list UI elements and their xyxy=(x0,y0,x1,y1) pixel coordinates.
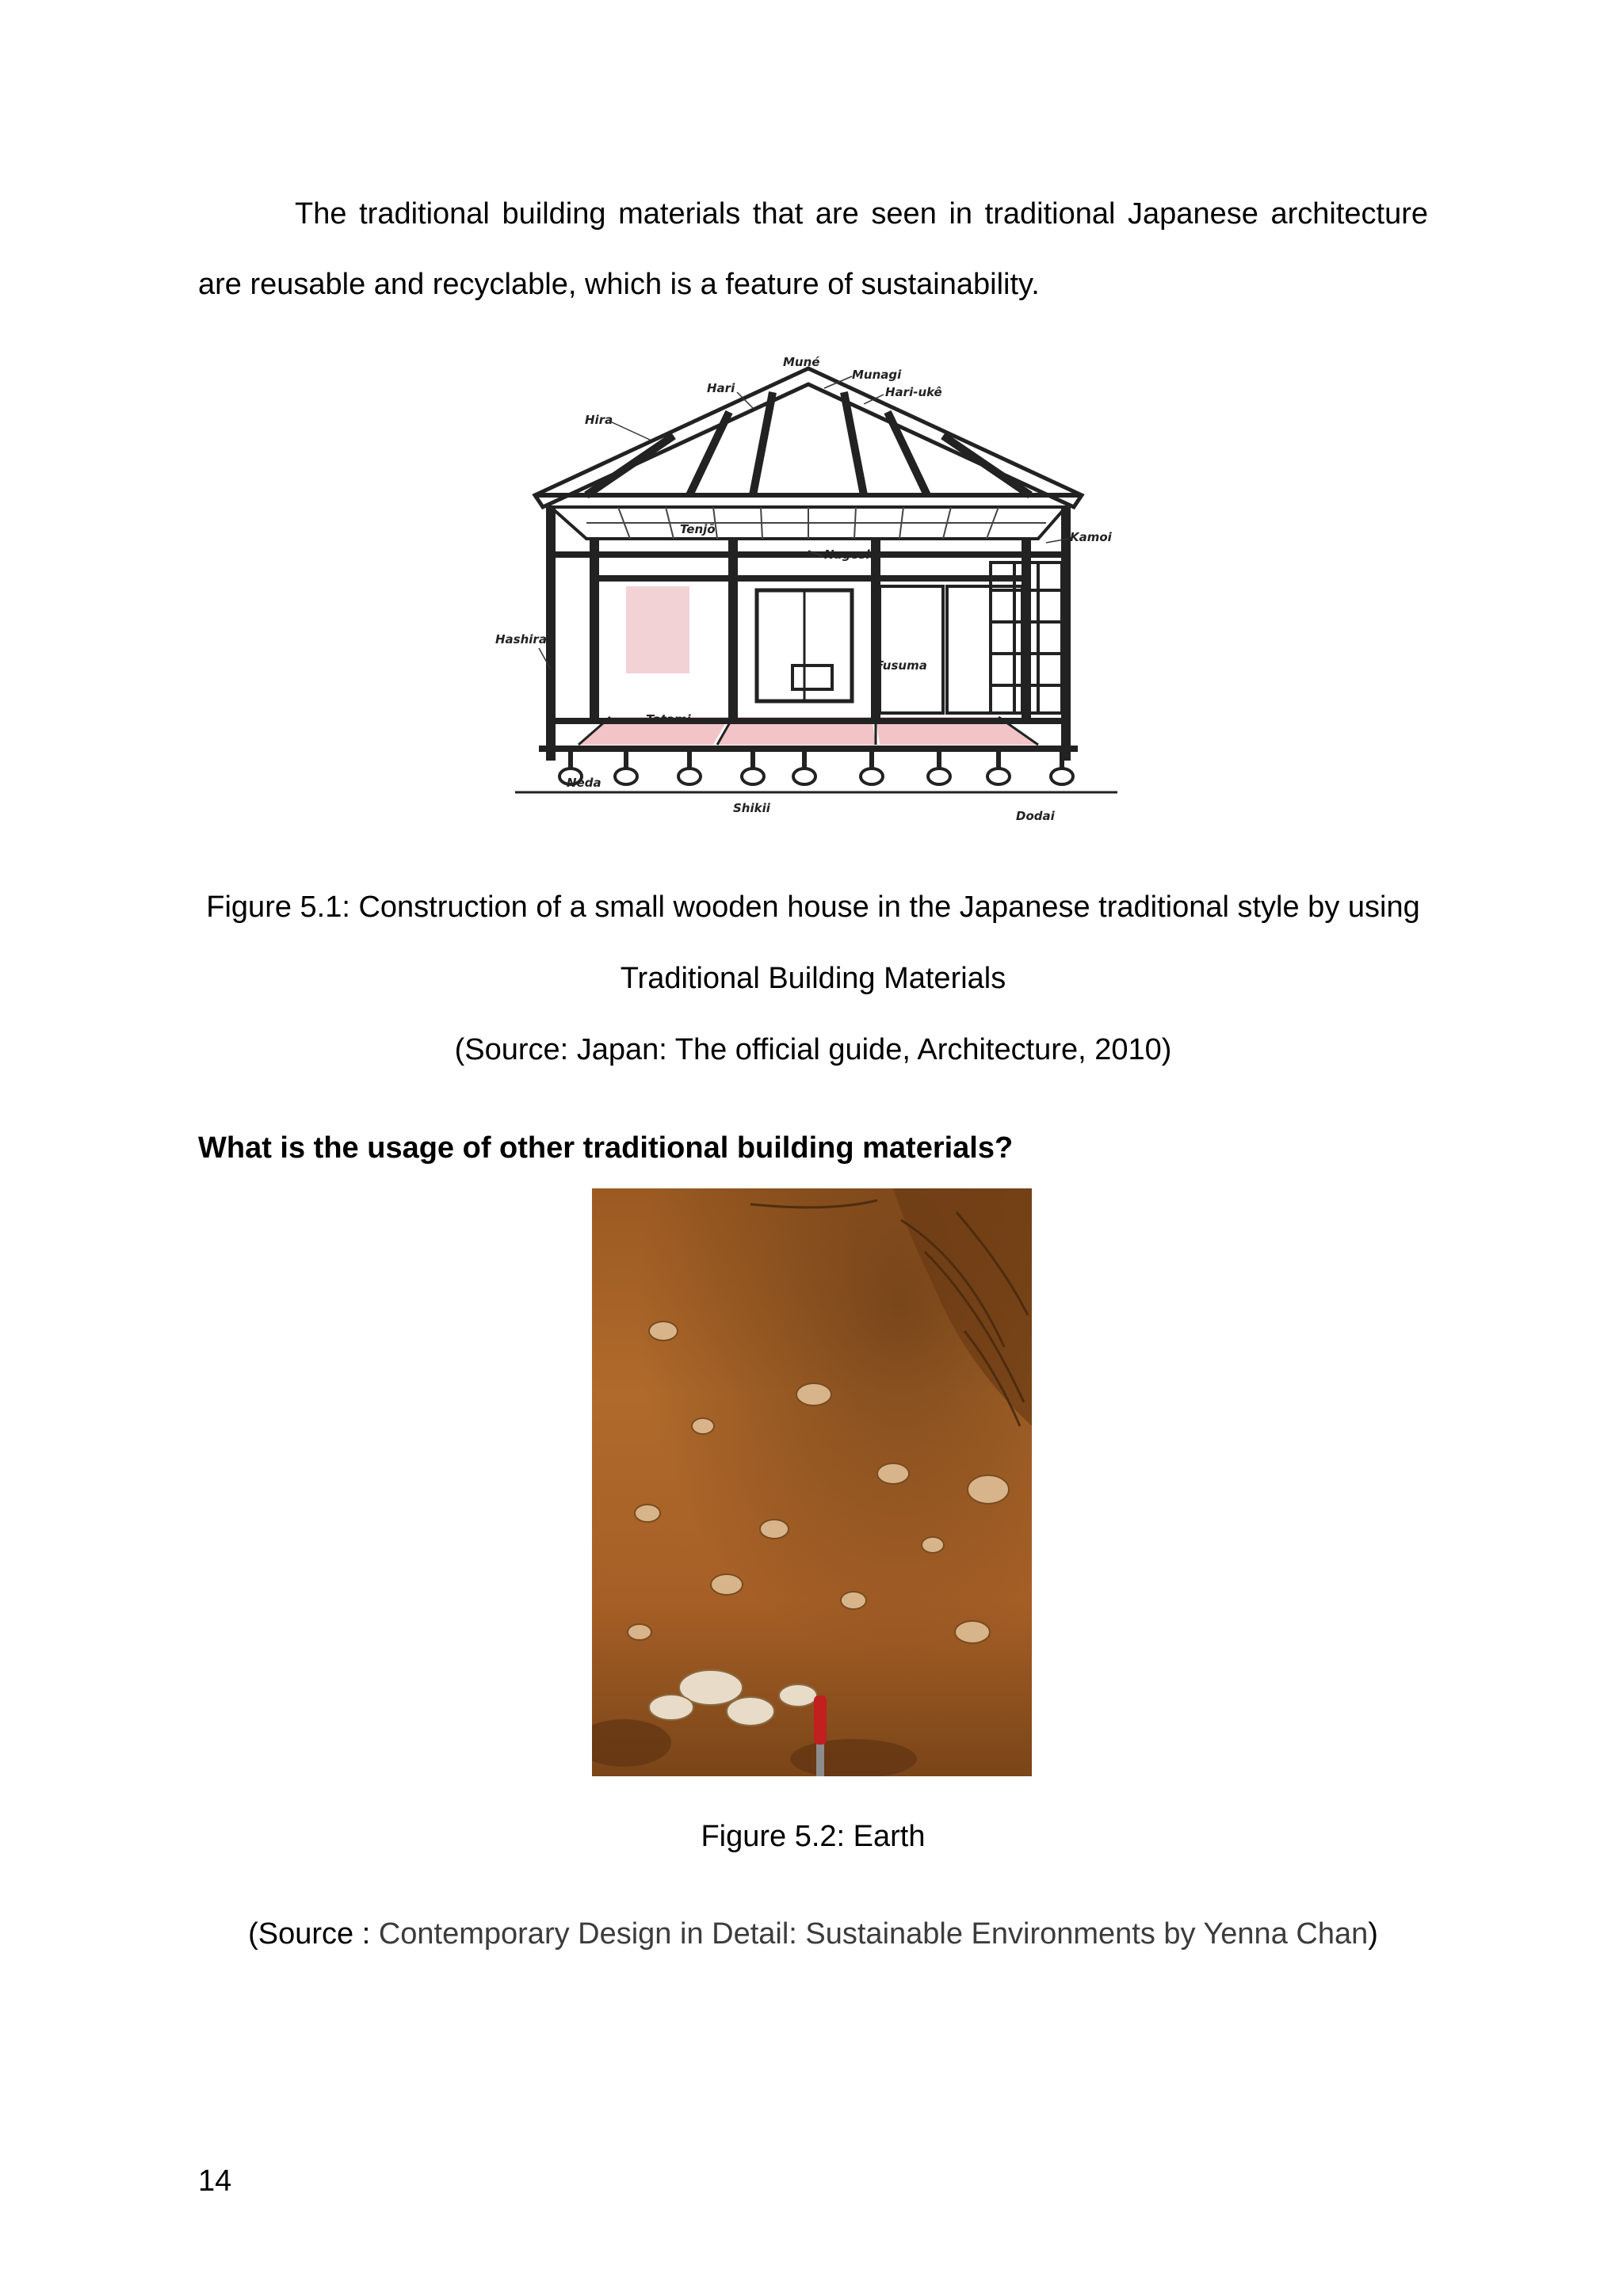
label-hari-uke: Hari-ukê xyxy=(885,385,942,399)
figure2-source xyxy=(198,1916,1428,1952)
label-dodai: Dodai xyxy=(1016,809,1055,823)
label-shikii: Shikii xyxy=(733,801,770,815)
label-hashira: Hashira xyxy=(495,632,547,646)
figure2-source-suffix: ) xyxy=(1368,1917,1378,1951)
label-hari: Hari xyxy=(707,381,735,395)
page-number: 14 xyxy=(198,2164,232,2198)
label-mune: Muné xyxy=(783,355,820,369)
label-fusuma: Fusuma xyxy=(876,658,927,673)
figure2-source-prefix: (Source : xyxy=(248,1917,379,1951)
label-neda: Neda xyxy=(567,776,601,790)
earth-photo xyxy=(592,1188,1032,1776)
label-nageshi: Nageshi xyxy=(824,547,879,562)
label-munagi: Munagi xyxy=(852,368,902,382)
figure2-source-title: Contemporary Design in Detail: Sustainable Environments by Yenna Chan xyxy=(378,1917,1369,1951)
figure1-caption-line1: Figure 5.1: Construction of a small wooden house in the Japanese traditional style by using xyxy=(206,891,1420,924)
figure2-caption: Figure 5.2: Earth xyxy=(701,1820,926,1853)
label-kamoi: Kamoi xyxy=(1070,530,1112,544)
figure1-caption-line2: Traditional Building Materials xyxy=(620,962,1006,995)
label-tenjo: Tenjō xyxy=(680,522,716,536)
label-hira: Hira xyxy=(585,413,613,427)
label-tatami: Tatami xyxy=(646,712,691,727)
body-paragraph: The traditional building materials that are seen in traditional Japanese architecture are reusable and recyclable, which is a feature of sustainability. xyxy=(198,197,1428,301)
japanese-house-diagram xyxy=(491,349,1133,832)
figure1-source: (Source: Japan: The official guide, Architecture, 2010) xyxy=(454,1033,1172,1066)
section-question-heading: What is the usage of other traditional building materials? xyxy=(198,1131,1014,1165)
